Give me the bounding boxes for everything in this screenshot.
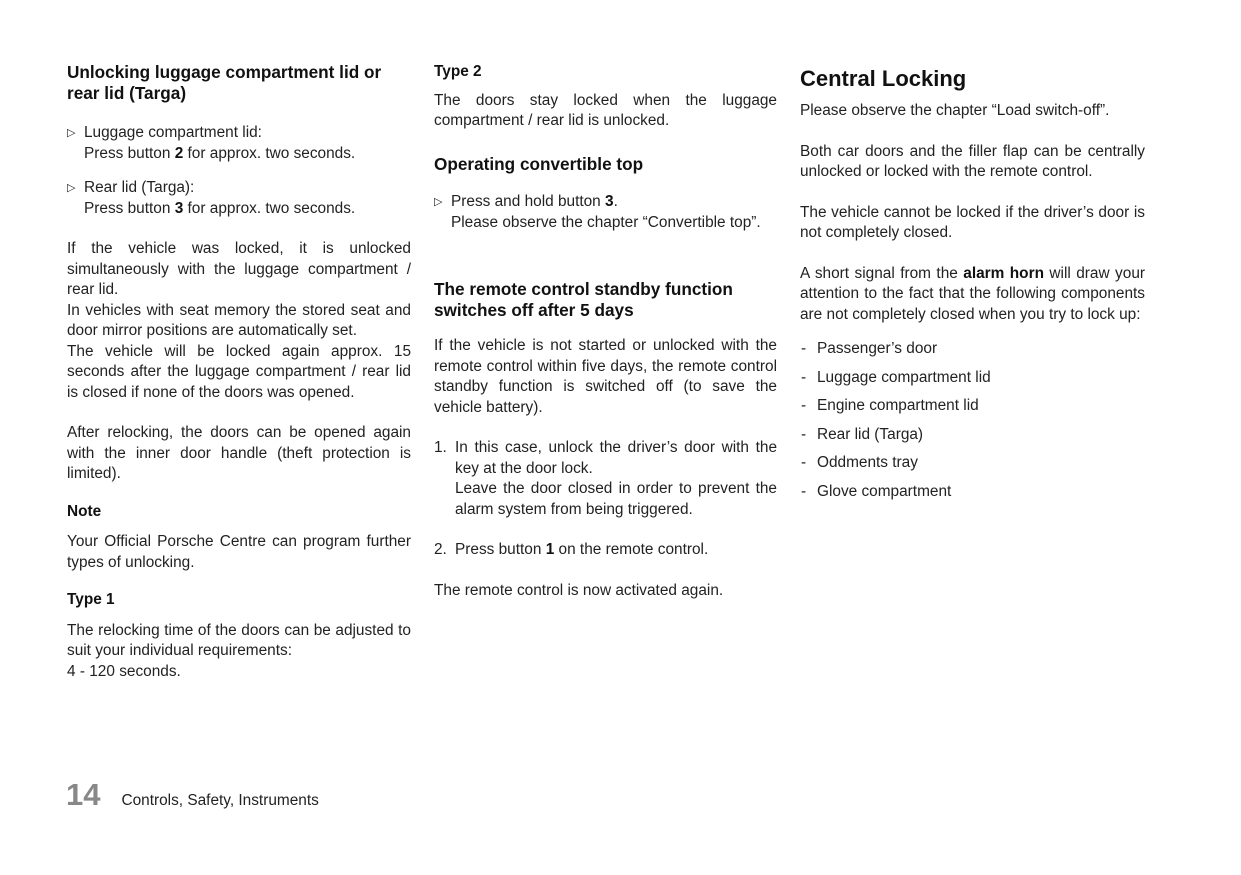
list-item: - Engine compartment lid <box>800 396 1145 425</box>
type1-heading: Type 1 <box>67 591 115 608</box>
triangle-bullet-icon: ▷ <box>67 127 76 139</box>
bullet-line1: Rear lid (Targa): <box>84 179 195 196</box>
triangle-bullet-icon: ▷ <box>67 182 76 194</box>
dash-icon: - <box>801 425 807 443</box>
paragraph-alarm-horn: A short signal from the alarm horn will draw your attention to the fact that the following components are not completely closed when you try to lock up: <box>800 264 1145 323</box>
step-number: 2. <box>434 541 447 558</box>
step-1 <box>434 438 777 520</box>
dash-icon: - <box>801 397 807 415</box>
step-text: In this case, unlock the driver’s door with the key at the door lock. <box>455 439 777 477</box>
paragraph-unlocked-simultaneously: If the vehicle was locked, it is unlocked simultaneously with the luggage compartment / rear lid. <box>67 240 411 298</box>
bullet-rear-lid <box>67 178 411 219</box>
list-item: - Luggage compartment lid <box>800 368 1145 397</box>
column-right <box>800 62 1145 511</box>
heading-convertible-top: Operating convertible top <box>434 153 644 174</box>
step-text: Press button 1 on the remote control. <box>455 541 709 558</box>
type1-text: The relocking time of the doors can be adjusted to suit your individual requirements: <box>67 621 411 659</box>
column-middle <box>434 62 777 621</box>
paragraph-centrally-unlocked: Both car doors and the filler flap can be centrally unlocked or locked with the remote control. <box>800 142 1145 180</box>
step-text-2: Leave the door closed in order to prevent the alarm system from being triggered. <box>455 480 777 518</box>
paragraph-cannot-lock: The vehicle cannot be locked if the driver’s door is not completely closed. <box>800 203 1145 241</box>
components-list <box>800 339 1145 511</box>
list-item: - Oddments tray <box>800 453 1145 482</box>
bullet-press-hold <box>434 192 777 233</box>
note-heading: Note <box>67 502 102 520</box>
step-2 <box>434 540 777 561</box>
column-left <box>67 62 411 682</box>
note-text: Your Official Porsche Centre can program further types of unlocking. <box>67 533 411 571</box>
list-item: - Rear lid (Targa) <box>800 425 1145 454</box>
heading-unlocking-luggage: Unlocking luggage compartment lid or rear lid (Targa) <box>67 62 382 103</box>
dash-icon: - <box>801 340 807 357</box>
heading-standby-function: The remote control standby function switches off after 5 days <box>434 279 733 320</box>
bullet-line1: Luggage compartment lid: <box>84 124 262 141</box>
page-footer <box>66 777 319 812</box>
heading-central-locking: Central Locking <box>800 66 967 91</box>
section-title: Controls, Safety, Instruments <box>121 792 319 809</box>
paragraph-standby: If the vehicle is not started or unlocked with the remote control within five days, the remote control standby function is switched off (to save the vehicle battery). <box>434 337 777 416</box>
step-number: 1. <box>434 439 447 456</box>
paragraph-observe-chapter: Please observe the chapter “Load switch-off”. <box>800 102 1110 119</box>
dash-icon: - <box>801 482 807 500</box>
paragraph-locked-again: The vehicle will be locked again approx. 15 seconds after the luggage compartment / rear lid is closed if none of the doors was opened. <box>67 342 411 401</box>
bullet-line1: Press and hold button 3. <box>451 193 618 210</box>
bullet-line2: Please observe the chapter “Convertible top”. <box>451 213 761 231</box>
page-number: 14 <box>66 777 101 812</box>
triangle-bullet-icon: ▷ <box>434 196 443 208</box>
list-item: - Glove compartment <box>800 482 1145 511</box>
dash-icon: - <box>801 454 807 472</box>
type1-range: 4 - 120 seconds. <box>67 662 181 680</box>
paragraph-after-relocking: After relocking, the doors can be opened again with the inner door handle (theft protection is limited). <box>67 424 411 482</box>
paragraph-seat-memory: In vehicles with seat memory the stored seat and door mirror positions are automatically set. <box>67 301 411 339</box>
type2-heading: Type 2 <box>434 63 482 80</box>
bullet-luggage-lid <box>67 123 411 164</box>
list-item: - Passenger’s door <box>800 339 1145 368</box>
paragraph-activated: The remote control is now activated again. <box>434 581 724 599</box>
dash-icon: - <box>801 368 807 386</box>
bullet-line2: Press button 2 for approx. two seconds. <box>84 144 356 162</box>
bullet-line2: Press button 3 for approx. two seconds. <box>84 199 356 217</box>
type2-text: The doors stay locked when the luggage compartment / rear lid is unlocked. <box>434 91 777 129</box>
